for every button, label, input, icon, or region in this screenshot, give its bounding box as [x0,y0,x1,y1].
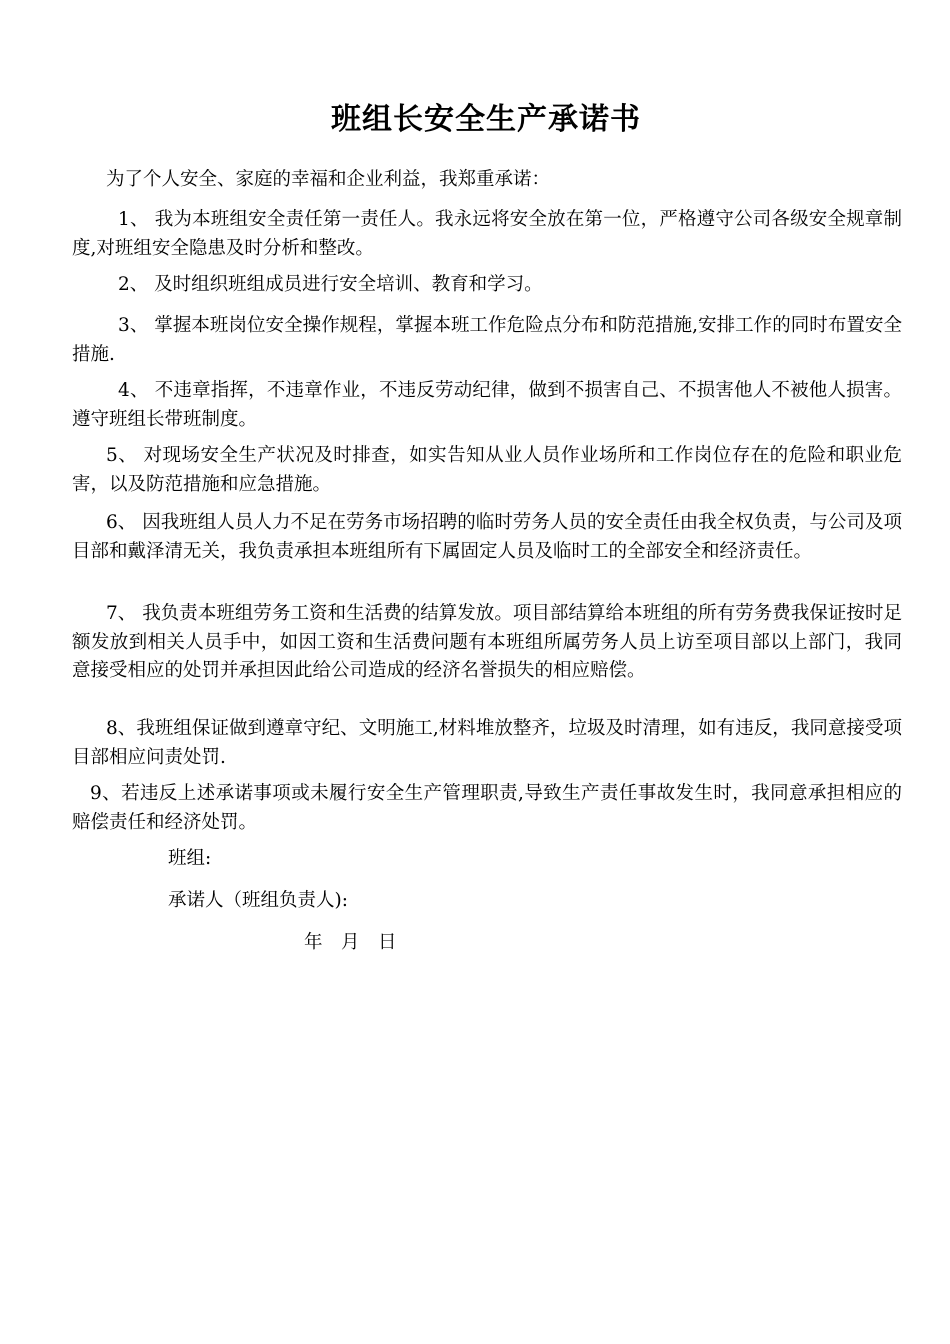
intro-paragraph: 为了个人安全、家庭的幸福和企业利益，我郑重承诺： [106,169,551,190]
commitment-item-7: 7、 我负责本班组劳务工资和生活费的结算发放。项目部结算给本班组的所有劳务费我保证按时足额发放到相关人员手中，如因工资和生活费问题有本班组所属劳务人员上访至项目部以上部门，我同意接受相应的处罚并承担因此给公司造成的经济名誉损失的相应赔偿。 [72,603,902,681]
promisor-label: 承诺人（班组负责人): [168,890,348,911]
date-label: 年 月 日 [304,932,397,953]
commitment-item-9: 9、若违反上述承诺事项或未履行安全生产管理职责,导致生产责任事故发生时，我同意承担相应的赔偿责任和经济处罚。 [72,783,902,833]
commitment-item-6: 6、 因我班组人员人力不足在劳务市场招聘的临时劳务人员的安全责任由我全权负责，与公司及项目部和戴泽清无关，我负责承担本班组所有下属固定人员及临时工的全部安全和经济责任。 [72,512,902,562]
commitment-item-5: 5、 对现场安全生产状况及时排查，如实告知从业人员作业场所和工作岗位存在的危险和职业危害，以及防范措施和应急措施。 [72,445,902,495]
commitment-item-2: 2、 及时组织班组成员进行安全培训、教育和学习。 [118,274,543,295]
commitment-item-3: 3、 掌握本班岗位安全操作规程，掌握本班工作危险点分布和防范措施,安排工作的同时布置安全措施. [72,315,902,365]
commitment-item-8: 8、我班组保证做到遵章守纪、文明施工,材料堆放整齐，垃圾及时清理，如有违反，我同意接受项目部相应问责处罚. [72,718,902,768]
commitment-item-1: 1、 我为本班组安全责任第一责任人。我永远将安全放在第一位，严格遵守公司各级安全规章制度,对班组安全隐患及时分析和整改。 [72,209,902,259]
commitment-item-4: 4、 不违章指挥，不违章作业，不违反劳动纪律，做到不损害自己、不损害他人不被他人损害。遵守班组长带班制度。 [72,380,902,430]
document-title: 班组长安全生产承诺书 [331,102,641,137]
team-label: 班组: [168,848,212,869]
